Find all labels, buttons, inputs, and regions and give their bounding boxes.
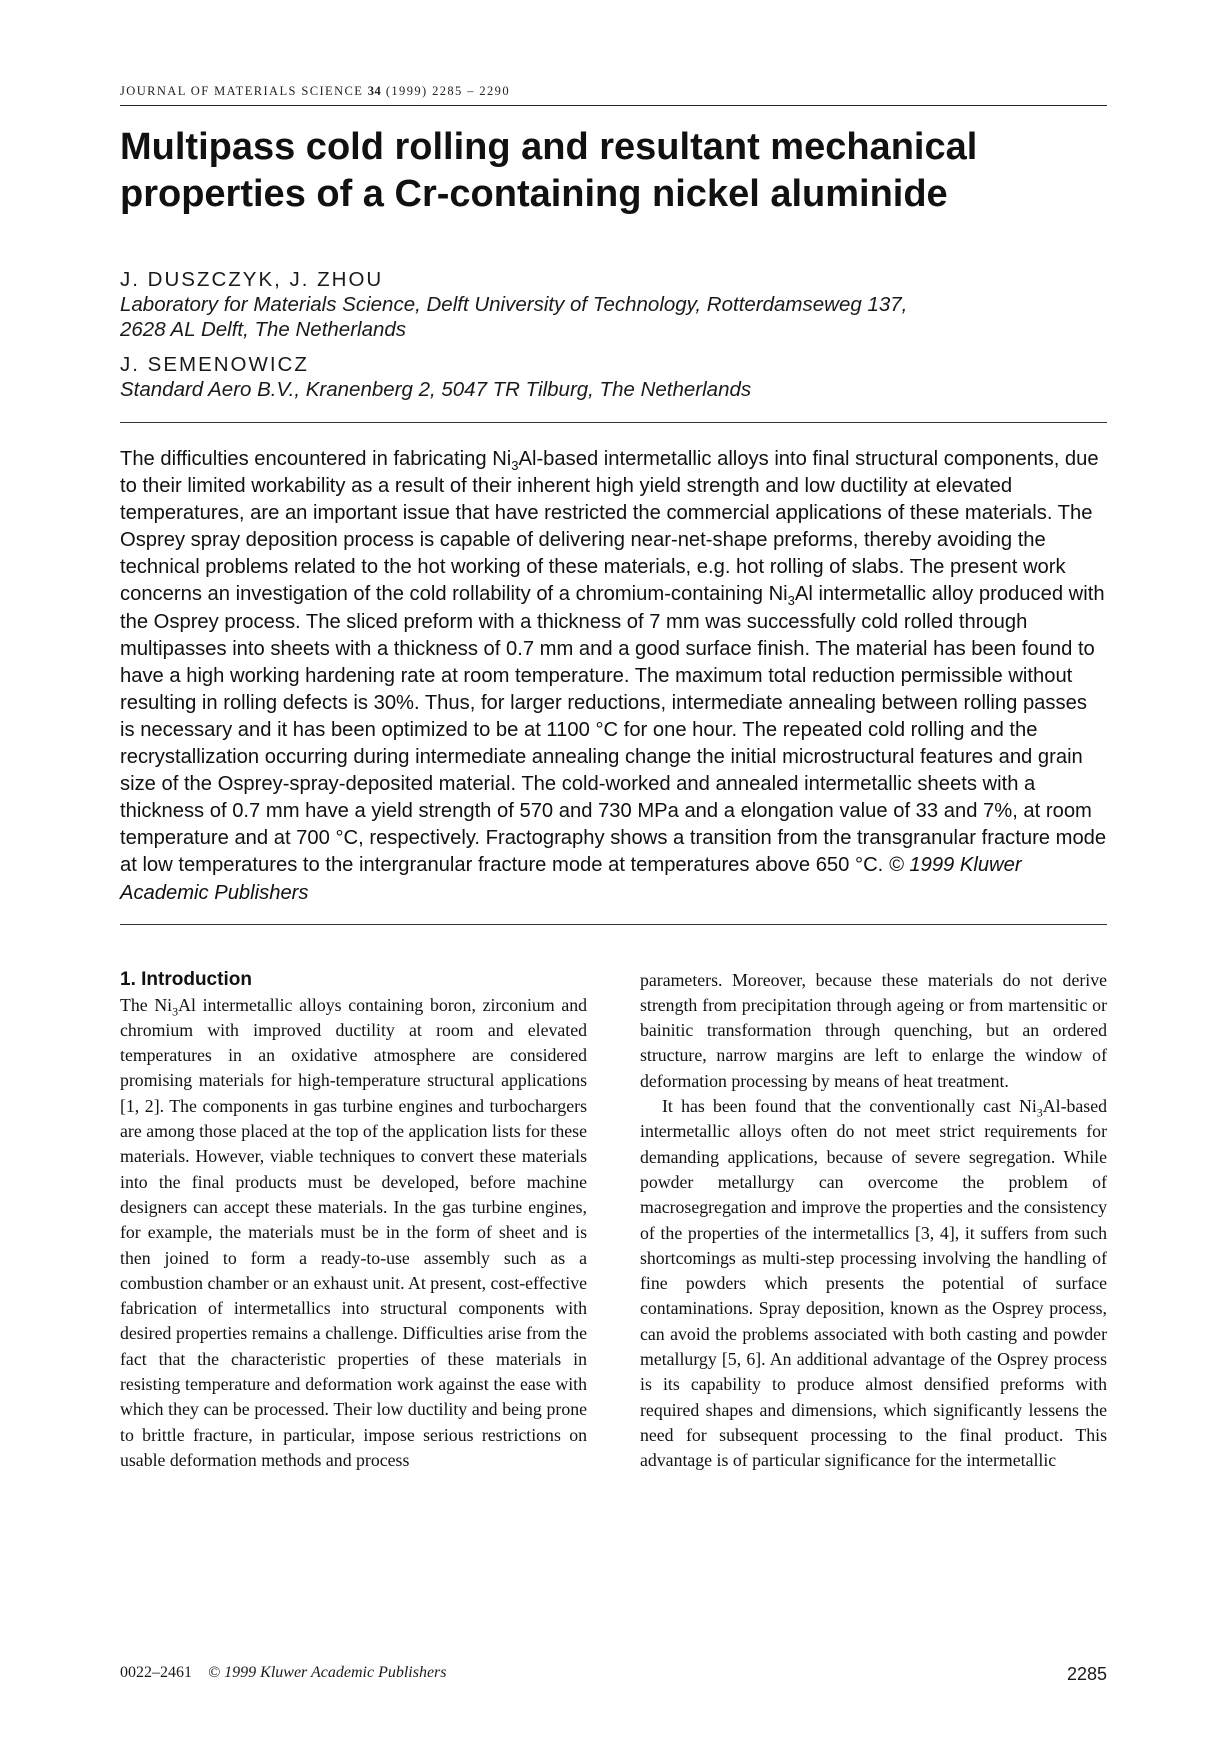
divider xyxy=(120,924,1107,925)
issn: 0022–2461 xyxy=(120,1664,192,1681)
author-names: J. SEMENOWICZ xyxy=(120,353,309,376)
paper-title xyxy=(120,124,1107,218)
abstract-text: The difficulties encountered in fabricating Ni xyxy=(120,448,512,470)
paragraph xyxy=(120,993,587,1474)
footer-left xyxy=(120,1664,447,1685)
paragraph-text: Al-based intermetallic alloys often do not meet strict requirements for demanding applications, because of severe segregation. While powder metallurgy can overcome the problem of macrosegregation and improve the properties and the consistency of the properties of the intermetallics [3, 4], it suffers from such shortcomings as multi-step processing involving the handling of fine powders which presents the potential of surface contaminations. Spray deposition, known as the Osprey process, can avoid the problems associated with both casting and powder metallurgy [5, 6]. An additional advantage of the Osprey process is its capability to produce almost densified preforms with required shapes and dimensions, which significantly lessens the need for subsequent processing to the final product. This advantage is of particular significance for the intermetallic xyxy=(640,1096,1107,1471)
author-block-2 xyxy=(120,352,1107,402)
paragraph xyxy=(640,1094,1107,1473)
footer-publisher: © 1999 Kluwer Academic Publishers xyxy=(208,1664,447,1681)
page-footer xyxy=(120,1664,1107,1685)
subscript: 3 xyxy=(172,1004,179,1019)
body-columns xyxy=(120,968,1107,1474)
paragraph-text: It has been found that the conventionally cast Ni xyxy=(662,1096,1037,1117)
page-number: 2285 xyxy=(1066,1664,1107,1684)
paper-page xyxy=(120,84,1107,1474)
affiliation-line: Laboratory for Materials Science, Delft University of Technology, Rotterdamseweg 137, xyxy=(120,293,908,316)
author-names: J. DUSZCZYK, J. ZHOU xyxy=(120,268,384,291)
affiliation-line: 2628 AL Delft, The Netherlands xyxy=(120,318,407,341)
subscript: 3 xyxy=(787,593,795,609)
author-list xyxy=(120,267,1107,402)
journal-year-pages: (1999) 2285 – 2290 xyxy=(385,84,510,98)
left-column xyxy=(120,968,587,1474)
right-column xyxy=(640,968,1107,1474)
paragraph-text: The Ni xyxy=(120,994,173,1015)
paragraph: parameters. Moreover, because these materials do not derive strength from precipitation through ageing or from martensitic or bainitic transformation through quenching, but an ordered structure, narrow margins are left to enlarge the window of deformation processing by means of heat treatment. xyxy=(640,969,1107,1091)
subscript: 3 xyxy=(1036,1105,1043,1120)
journal-name: JOURNAL OF MATERIALS SCIENCE xyxy=(120,84,364,98)
title-line-1: Multipass cold rolling and resultant mechanical xyxy=(120,126,978,168)
abstract xyxy=(120,446,1107,907)
paragraph-text: Al intermetallic alloys containing boron, zirconium and chromium with improved ductility at room and elevated temperatures in an oxidative atmosphere are considered promising materials for high-temperature structural applications [1, 2]. The components in gas turbine engines and turbochargers are among those placed at the top of the application lists for these materials. However, viable techniques to convert these materials into the final products must be developed, before machine designers can accept these materials. In the gas turbine engines, for example, the materials must be in the form of sheet and is then joined to form a ready-to-use assembly such as a combustion chamber or an exhaust unit. At present, cost-effective fabrication of intermetallics into structural components with desired properties remains a challenge. Difficulties arise from the fact that the characteristic properties of these materials in resisting temperature and deformation work against the ease with which they can be processed. Their low ductility and being prone to brittle fracture, in particular, impose serious restrictions on usable deformation methods and process xyxy=(120,994,588,1470)
divider xyxy=(120,422,1107,423)
abstract-text: Al intermetallic alloy produced with the Osprey process. The sliced preform with a thickness of 7 mm was successfully cold rolled through multipasses into sheets with a thickness of 0.7 mm and a good surface finish. The material has been found to have a high working hardening rate at room temperature. The maximum total reduction permissible without resulting in rolling defects is 30%. Thus, for larger reductions, intermediate annealing between rolling passes is necessary and it has been optimized to be at 1100 °C for one hour. The repeated cold rolling and the recrystallization occurring during intermediate annealing change the initial microstructural features and grain size of the Osprey-spray-deposited material. The cold-worked and annealed intermetallic sheets with a thickness of 0.7 mm have a yield strength of 570 and 730 MPa and a elongation value of 33 and 7%, at room temperature and at 700 °C, respectively. Fractography shows a transition from the transgranular fracture mode at low temperatures to the intergranular fracture mode at temperatures above 650 °C. xyxy=(120,583,1107,877)
subscript: 3 xyxy=(511,458,519,474)
abstract-text: Al-based intermetallic alloys into final structural components, due to their limited workability as a result of their inherent high yield strength and low ductility at elevated temperatures, are an important issue that have restricted the commercial applications of these materials. The Osprey spray deposition process is capable of delivering near-net-shape preforms, thereby avoiding the technical problems related to the hot working of these materials, e.g. hot rolling of slabs. The present work concerns an investigation of the cold rollability of a chromium-containing Ni xyxy=(120,448,1099,606)
journal-volume: 34 xyxy=(367,84,382,98)
abstract-copyright: © 1999 Kluwer Academic Publishers xyxy=(120,854,1022,904)
section-heading: 1. Introduction xyxy=(120,968,252,990)
affiliation-line: Standard Aero B.V., Kranenberg 2, 5047 TR Tilburg, The Netherlands xyxy=(120,378,752,401)
running-header xyxy=(120,84,1107,106)
author-block-1 xyxy=(120,267,1107,342)
title-line-2: properties of a Cr-containing nickel aluminide xyxy=(120,173,948,215)
